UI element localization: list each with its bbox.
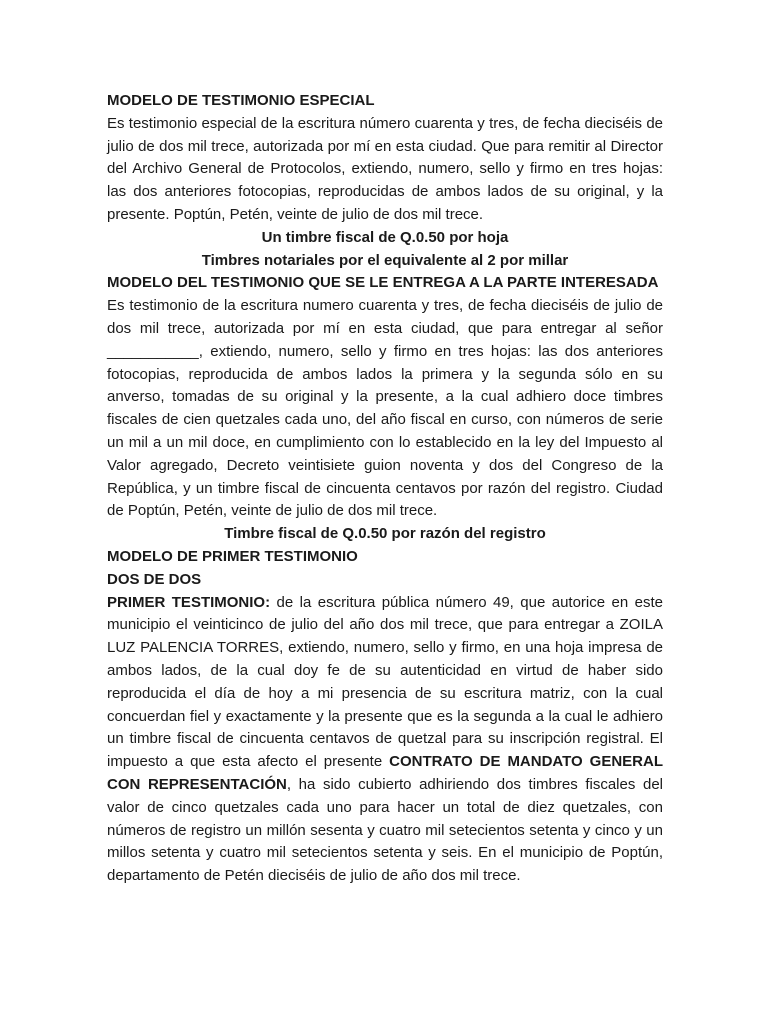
section3-body xyxy=(107,592,663,888)
note-timbres-notariales: Timbres notariales por el equivalente al 2 por millar xyxy=(201,251,569,269)
section2-body: Es testimonio de la escritura numero cuarenta y tres, de fecha dieciséis de julio de dos mil trece, autorizada por mí en esta ciudad, que para entregar al señor ___________, extiendo, numero, sello y firmo en tres hojas: las dos anteriores fotocopias, reproducida de ambos lados la primera y la segunda sólo en su anverso, tomadas de su original y la presente, a la cual adhiero doce timbres fiscales de cien quetzales cada uno, del año fiscal en curso, con números de serie un mil a un mil doce, en cumplimiento con lo establecido en la ley del Impuesto al Valor agregado, Decreto veintisiete guion noventa y dos del Congreso de la República, y un timbre fiscal de cincuenta centavos por razón del registro. Ciudad de Poptún, Petén, veinte de julio de dos mil trece. xyxy=(107,297,663,520)
section3-heading: MODELO DE PRIMER TESTIMONIO xyxy=(107,547,358,565)
section2-heading: MODELO DEL TESTIMONIO QUE SE LE ENTREGA A LA PARTE INTERESADA xyxy=(107,274,659,292)
section1-body: Es testimonio especial de la escritura número cuarenta y tres, de fecha dieciséis de julio de dos mil trece, autorizada por mí en esta ciudad. Que para remitir al Director del Archivo General de Protocolos, extiendo, numero, sello y firmo en tres hojas: las dos anteriores fotocopias, reproducidas de ambos lados de su original, y la presente. Poptún, Petén, veinte de julio de dos mil trece. xyxy=(107,114,663,223)
note-timbre-hoja: Un timbre fiscal de Q.0.50 por hoja xyxy=(261,228,509,246)
section3-contract-name: CONTRATO DE MANDATO GENERAL CON REPRESENTACIÓN xyxy=(107,753,663,793)
document-content xyxy=(107,90,663,888)
section3-subheading: DOS DE DOS xyxy=(107,570,202,588)
section3-body-part-b: , ha sido cubierto adhiriendo dos timbres fiscales del valor de cinco quetzales cada uno para hacer un total de diez quetzales, con números de registro un millón sesenta y cuatro mil setecientos setenta y cinco y un millos setenta y cuatro mil setecientos setenta y seis. En el municipio de Poptún, departamento de Petén dieciséis de julio de año dos mil trece. xyxy=(107,775,663,885)
section3-body-part-a: de la escritura pública número 49, que autorice en este municipio el veinticinco de julio del año dos mil trece, que para entregar a ZOILA LUZ PALENCIA TORRES, extiendo, numero, sello y firmo, en una hoja impresa de ambos lados, de la cual doy fe de su autenticidad en virtud de haber sido reproducida el día de hoy a mi presencia de su escritura matriz, con la cual concuerdan fiel y exactamente y la presente que es la segunda a la cual le adhiero un timbre fiscal de cincuenta centavos de quetzal para su inscripción registral. El impuesto a que esta afecto el presente xyxy=(107,593,663,771)
section3-lead: PRIMER TESTIMONIO: xyxy=(107,593,271,611)
note-timbre-registro: Timbre fiscal de Q.0.50 por razón del registro xyxy=(224,525,546,543)
section1-heading: MODELO DE TESTIMONIO ESPECIAL xyxy=(107,92,375,109)
